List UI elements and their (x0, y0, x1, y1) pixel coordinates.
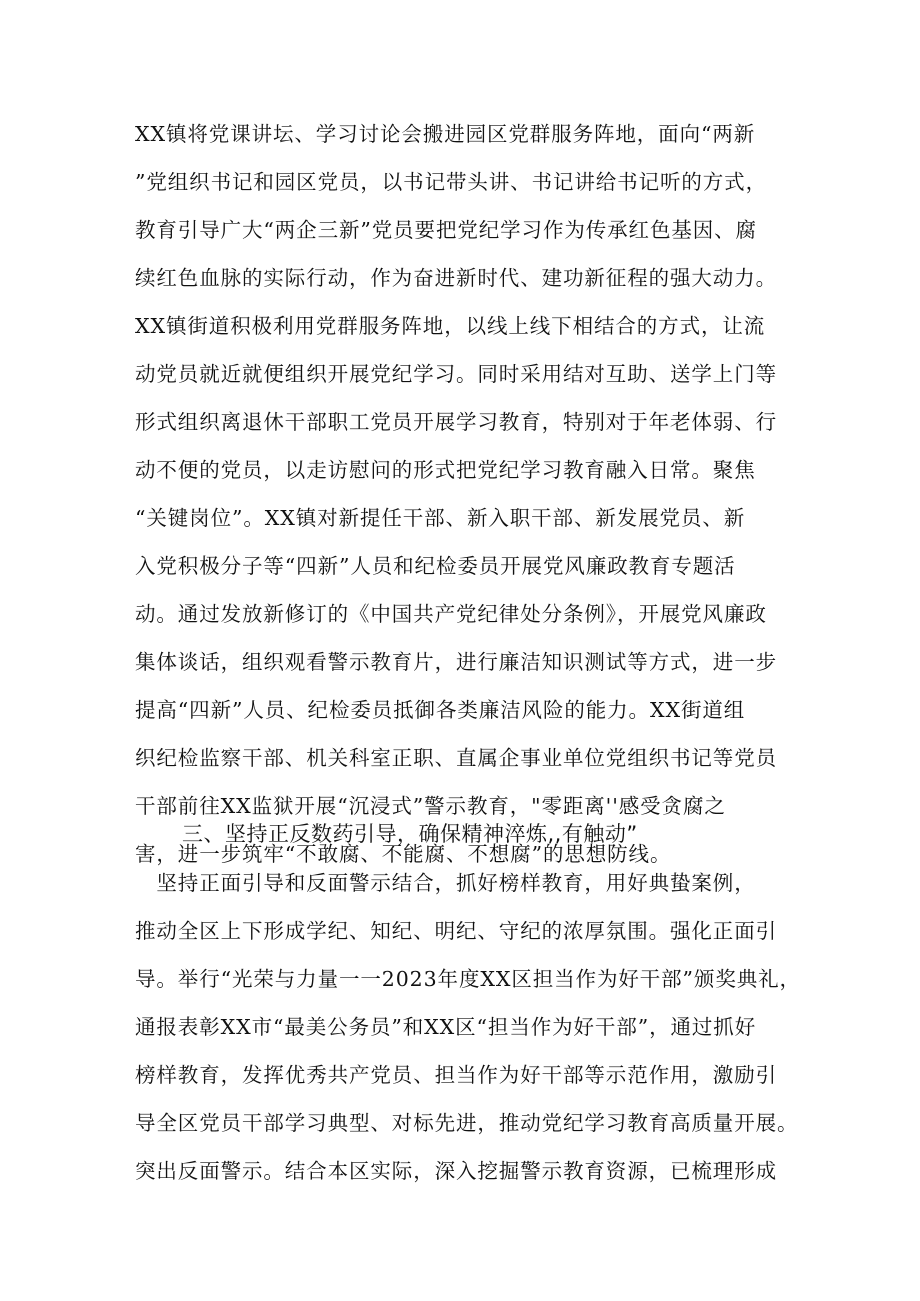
section-heading: 三、坚持正反数药引导，确保精神淬炼,,有触动” (182, 822, 638, 846)
text-line: 织纪检监察干部、机关科室正职、直属企事业单位党组织书记等党员 (135, 746, 777, 770)
text-line: 推动全区上下形成学纪、知纪、明纪、守纪的浓厚氛围。强化正面引 (135, 919, 777, 943)
text-line: 害，进一步筑牢“不敢腐、不能腐、不想腐”的思想防线。 (135, 842, 672, 866)
text-line: ”党组织书记和园区党员，以书记带头讲、书记讲给书记听的方式， (135, 170, 767, 194)
text-line: 榜样教育，发挥优秀共产党员、担当作为好干部等示范作用，激励引 (135, 1063, 777, 1087)
text-line: 导。举行“光荣与力量一一2023年度XX区担当作为好干部”颁奖典礼， (135, 967, 801, 991)
text-line: 突出反面警示。结合本区实际，深入挖掘警示教育资源，已梳理形成 (135, 1159, 777, 1183)
text-line: 提高“四新”人员、纪检委员抵御各类廉洁风险的能力。XX街道组 (135, 698, 746, 722)
paragraph-positive-negative-guidance (135, 859, 800, 1195)
text-line: 通报表彰XX市“最美公务员”和XX区“担当作为好干部”，通过抓好 (135, 1015, 757, 1039)
text-line: XX镇街道积极利用党群服务阵地，以线上线下相结合的方式，让流 (135, 314, 766, 338)
text-line: 续红色血脉的实际行动，作为奋进新时代、建功新征程的强大动力。 (135, 266, 777, 290)
text-line: 坚持正面引导和反面警示结合，抓好榜样教育，用好典蛰案例， (135, 871, 756, 895)
text-line: 入党积极分子等“四新”人员和纪检委员开展党风廉政教育专题活 (135, 554, 736, 578)
text-line: “关键岗位”。XX镇对新提任干部、新入职干部、新发展党员、新 (135, 506, 746, 530)
text-line: XX镇将党课讲坛、学习讨论会搬进园区党群服务阵地，面向“两新 (135, 122, 756, 146)
text-line: 教育引导广大“两企三新”党员要把党纪学习作为传承红色基因、腐 (135, 218, 757, 242)
paragraph-party-discipline-study (135, 110, 800, 878)
text-line: 形式组织离退休干部职工党员开展学习教育，特别对于年老体弱、行 (135, 410, 777, 434)
text-line: 动党员就近就便组织开展党纪学习。同时采用结对互助、送学上门等 (135, 362, 777, 386)
text-line: 导全区党员干部学习典型、对标先进，推动党纪学习教育高质量开展。 (135, 1111, 799, 1135)
text-line: 干部前往XX监狱开展“沉浸式”警示教育，"零距离''感受贪腐之 (135, 794, 726, 818)
text-line: 动。通过发放新修订的《中国共产党纪律处分条例》，开展党风廉政 (135, 602, 767, 626)
text-line: 动不便的党员，以走访慰问的形式把党纪学习教育融入日常。聚焦 (135, 458, 756, 482)
text-line: 集体谈话，组织观看警示教育片，进行廉洁知识测试等方式，进一步 (135, 650, 777, 674)
